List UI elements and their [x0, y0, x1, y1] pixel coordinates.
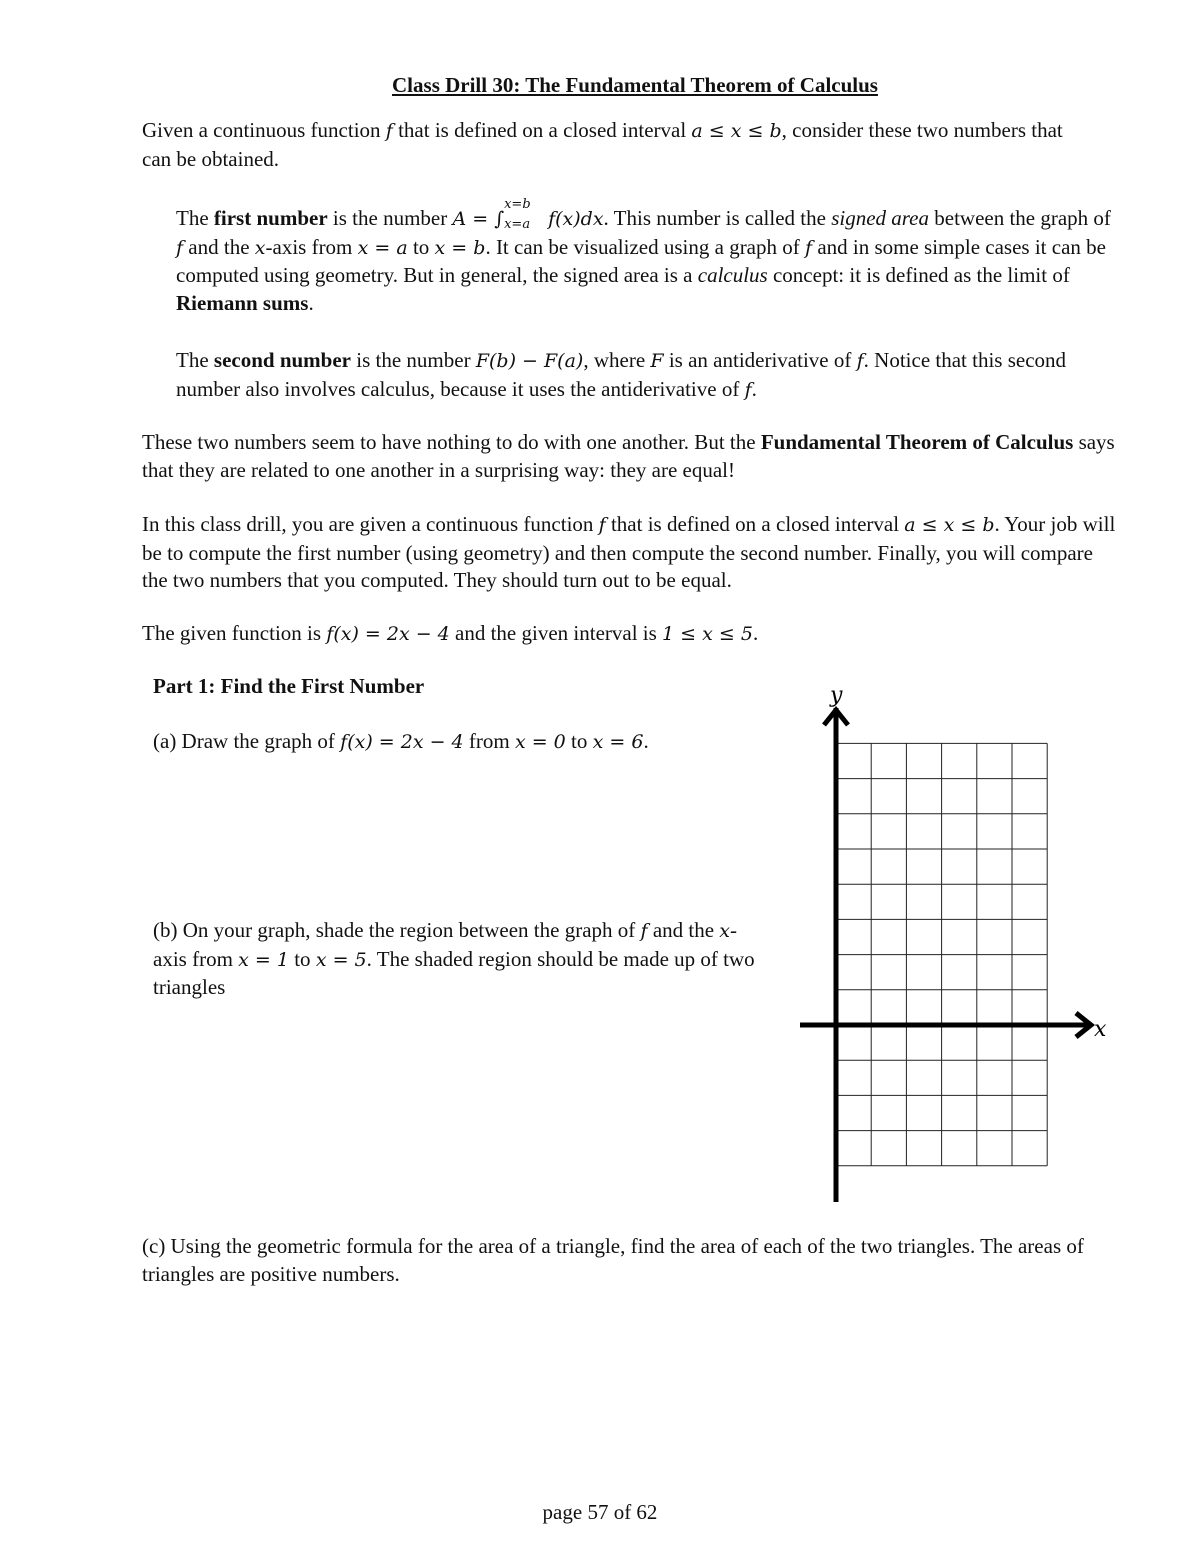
x-axis-label: x — [1094, 1017, 1107, 1042]
part1-heading: Part 1: Find the First Number — [153, 674, 425, 698]
integral-limits: x=b x=a — [504, 197, 531, 232]
first-number-paragraph: The first number is the number A = ∫ x=b x=a f(x)dx. This number is called the signed area between the graph of f and the x-axis from x = a to x = b. It can be visualized using a graph of f and in some simple cases it can be computed using geometry. But in general, the signed area is a calculus concept: it is defined as the limit of Riemann sums. — [176, 197, 1111, 315]
page-footer: page 57 of 62 — [542, 1500, 658, 1524]
second-number-paragraph: The second number is the number F(b) − F(a), where F is an antiderivative of f. Notice that this second number also involves calculus, because it uses the antiderivative of f. — [176, 348, 1067, 401]
y-axis-label: y — [830, 683, 843, 708]
question-a: (a) Draw the graph of f(x) = 2x − 4 from x = 0 to x = 6. — [153, 729, 649, 753]
given-function-paragraph: The given function is f(x) = 2x − 4 and the given interval is 1 ≤ x ≤ 5. — [142, 621, 759, 645]
question-c: (c) Using the geometric formula for the area of a triangle, find the area of each of the two triangles. The areas of triangles are positive numbers. — [142, 1234, 1084, 1286]
drill-paragraph: In this class drill, you are given a continuous function f that is defined on a closed interval a ≤ x ≤ b. Your job will be to compute the first number (using geometry) and then compute the second number. Finally, you will compare the two numbers that you computed. They should turn out to be equal. — [142, 512, 1116, 592]
grid-lines — [836, 743, 1047, 1165]
page-title: Class Drill 30: The Fundamental Theorem of Calculus — [392, 73, 878, 97]
coordinate-grid — [790, 678, 1120, 1208]
intro-paragraph: Given a continuous function f that is defined on a closed interval a ≤ x ≤ b, consider these two numbers that can be obtained. — [142, 118, 1063, 171]
theorem-paragraph: These two numbers seem to have nothing to do with one another. But the Fundamental Theorem of Calculus says that they are related to one another in a surprising way: they are equal! — [142, 430, 1115, 482]
question-b: (b) On your graph, shade the region between the graph of f and the x-axis from x = 1 to x = 5. The shaded region should be made up of two triangles — [153, 918, 755, 999]
